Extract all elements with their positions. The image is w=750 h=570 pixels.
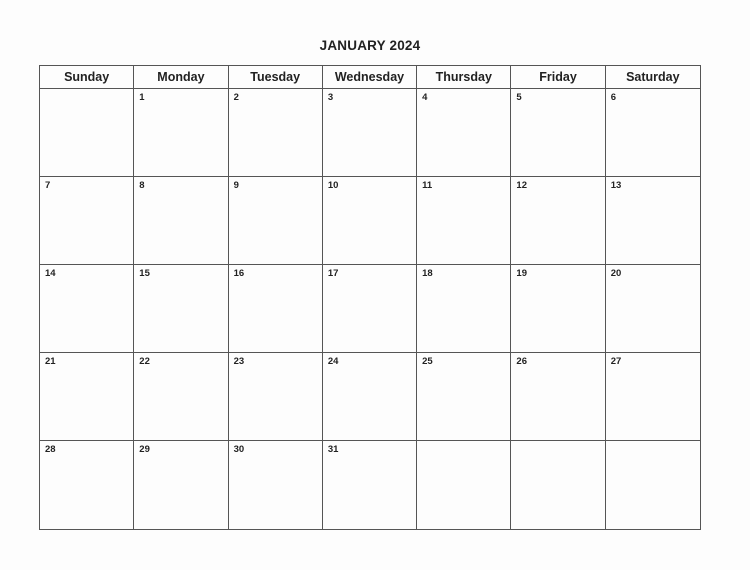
weekday-header-wednesday: Wednesday: [323, 66, 417, 89]
day-number: 21: [45, 356, 56, 367]
day-number: 8: [139, 180, 145, 191]
day-cell: [229, 177, 323, 265]
day-number: 18: [422, 268, 433, 279]
day-cell: [323, 353, 417, 441]
weekday-header-friday: Friday: [511, 66, 605, 89]
day-cell: [511, 353, 605, 441]
day-cell: [511, 441, 605, 529]
day-cell: [606, 441, 700, 529]
day-cell: [417, 89, 511, 177]
day-number: 31: [327, 444, 339, 455]
day-cell: [40, 353, 134, 441]
day-cell: [323, 441, 417, 529]
weekday-header-saturday: Saturday: [606, 66, 700, 89]
day-cell: [511, 89, 605, 177]
weekday-header-tuesday: Tuesday: [229, 66, 323, 89]
day-cell: [323, 265, 417, 353]
day-number: 20: [610, 268, 622, 279]
day-cell: [417, 353, 511, 441]
day-cell: [606, 89, 700, 177]
weekday-header-monday: Monday: [134, 66, 228, 89]
day-number: 27: [610, 356, 622, 367]
day-cell: [511, 177, 605, 265]
day-number: 16: [233, 268, 245, 279]
day-number: 25: [422, 356, 433, 367]
day-number: 3: [327, 92, 334, 103]
day-cell: [134, 177, 228, 265]
day-number: 10: [327, 180, 339, 191]
day-number: 11: [422, 180, 433, 191]
day-cell: [134, 89, 228, 177]
day-number: 30: [233, 444, 245, 455]
day-number: 6: [610, 92, 616, 103]
day-number: 14: [45, 268, 56, 279]
day-number: 23: [233, 356, 245, 367]
day-cell: [417, 265, 511, 353]
day-cell: [134, 441, 228, 529]
day-cell: [417, 177, 511, 265]
day-cell: [40, 177, 134, 265]
day-cell: [606, 353, 700, 441]
day-number: 19: [516, 268, 527, 279]
day-cell: [229, 353, 323, 441]
calendar-grid: [39, 65, 701, 530]
day-number: 4: [422, 92, 428, 103]
day-number: 15: [139, 268, 150, 279]
day-cell: [606, 177, 700, 265]
day-cell: [134, 265, 228, 353]
day-cell: [134, 353, 228, 441]
day-number: 7: [45, 180, 51, 191]
day-number: 29: [139, 444, 150, 455]
day-cell: [511, 265, 605, 353]
day-cell: [323, 89, 417, 177]
day-cell: [417, 441, 511, 529]
day-number: 22: [139, 356, 150, 367]
day-cell: [40, 89, 134, 177]
day-number: 12: [516, 180, 527, 191]
day-number: 24: [327, 356, 339, 367]
day-number: 17: [327, 268, 339, 279]
day-number: 26: [516, 356, 527, 367]
day-number: 1: [139, 92, 145, 103]
day-cell: [323, 177, 417, 265]
weekday-header-thursday: Thursday: [417, 66, 511, 89]
day-cell: [229, 89, 323, 177]
day-cell: [40, 441, 134, 529]
weekday-header-sunday: Sunday: [40, 66, 134, 89]
day-cell: [229, 441, 323, 529]
day-number: 13: [610, 180, 622, 191]
day-number: 2: [233, 92, 239, 103]
calendar-title: JANUARY 2024: [319, 38, 421, 53]
day-cell: [606, 265, 700, 353]
day-cell: [40, 265, 134, 353]
day-number: 9: [233, 180, 239, 191]
day-number: 5: [516, 92, 522, 103]
day-cell: [229, 265, 323, 353]
day-number: 28: [45, 444, 56, 455]
